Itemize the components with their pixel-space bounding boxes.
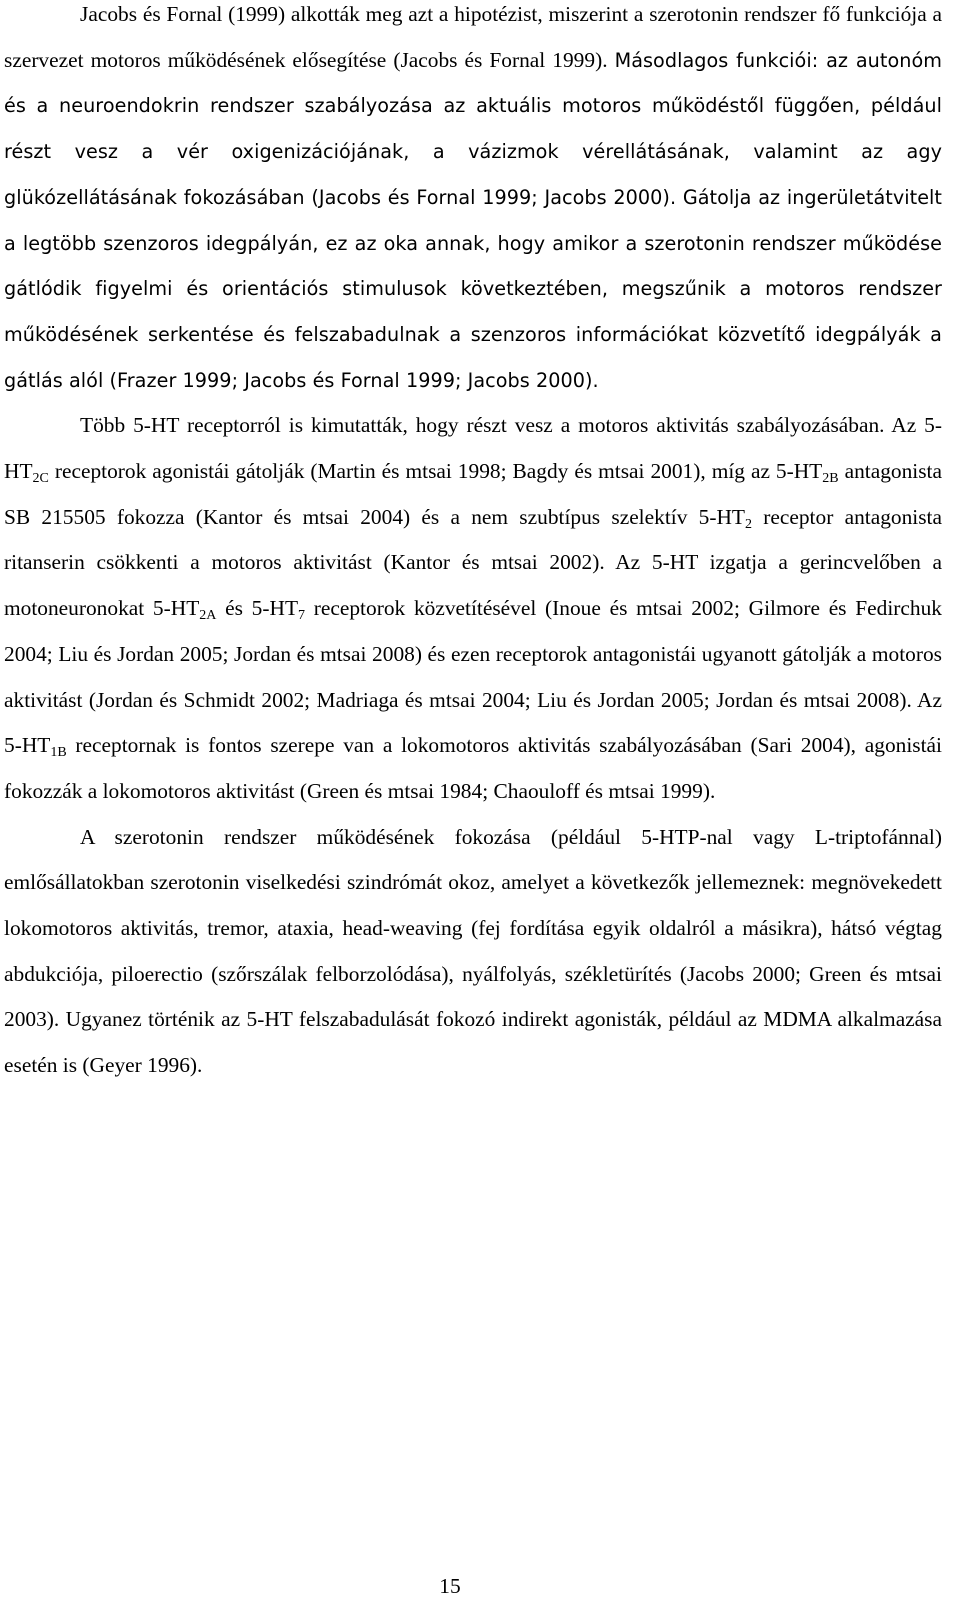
subscript-text: 2A: [199, 608, 217, 624]
text-run: A szerotonin rendszer működésének fokozása (például 5-HTP-nal vagy L-triptofánnal) emlősállatokban szerotonin viselkedési szindrómát okoz, amelyet a következők jellemeznek: megnövekedett lokomotoros aktivitás, tremor, ataxia, head-weaving (fej fordítása egyik oldalról a másikra), hátsó végtag abdukciója, piloerectio (szőrszálak felborzolódása), nyálfolyás, székletürítés (Jacobs 2000; Green és mtsai 2003). Ugyanez történik az 5-HT felszabadulását fokozó indirekt agonisták, például az MDMA alkalmazása esetén is (Geyer 1996).: [4, 824, 942, 1078]
text-run: Több 5-HT receptorról is kimutatták, hogy részt vesz a motoros aktivitás szabályozásában. Az 5-HT: [4, 413, 942, 484]
text-run: receptorok agonistái gátolják (Martin és mtsai 1998; Bagdy és mtsai 2001), míg az 5-HT: [48, 459, 823, 484]
text-run: Gátolja az ingerületátvitelt a legtöbb szenzoros idegpályán, ez az oka annak, hogy amikor a szerotonin rendszer működése gátlódik figyelmi és orientációs stimulusok következtében, megszűnik a motoros rendszer működésének serkentése és felszabadulnak a szenzoros információkat közvetítő idegpályák a gátlás alól (Frazer 1999; Jacobs és Fornal 1999; Jacobs 2000).: [4, 185, 943, 392]
text-run: és 5-HT: [216, 596, 299, 621]
text-run: Jacobs és Fornal (1999) alkották meg azt a hipotézist, miszerint a szerotonin rendszer fő funkciója a szervezet motoros működésének elősegítése (Jacobs és Fornal 1999).: [4, 2, 942, 72]
text-run: receptor antagonista ritanserin csökkenti a motoros aktivitást (Kantor és mtsai 2002). Az 5-HT izgatja a gerincvelőben a motoneuronokat 5-HT: [4, 504, 942, 621]
paragraph-3: [4, 815, 942, 1089]
text-run: Másodlagos funkciói: az autonóm és a neuroendokrin rendszer szabályozása az aktuális motoros működéstől függően, például részt vesz a vér oxigenizációjának, a vázizmok vérellátásának, valamint az agy glükózellátásának fokozásában (Jacobs és Fornal 1999; Jacobs 2000).: [4, 48, 942, 209]
paragraph-2: [4, 403, 942, 814]
subscript-text: 2B: [822, 471, 839, 487]
body-text: [4, 0, 942, 1089]
text-run: receptorok közvetítésével (Inoue és mtsai 2002; Gilmore és Fedirchuk 2004; Liu és Jordan 2005; Jordan és mtsai 2008) és ezen receptorok antagonistái ugyanott gátolják a motoros aktivitást (Jordan és Schmidt 2002; Madriaga és mtsai 2004; Liu és Jordan 2005; Jordan és mtsai 2008). Az 5-HT: [4, 596, 942, 758]
subscript-text: 2C: [32, 471, 49, 487]
text-run: receptornak is fontos szerepe van a lokomotoros aktivitás szabályozásában (Sari 2004), agonistái fokozzák a lokomotoros aktivitást (Green és mtsai 1984; Chaouloff és mtsai 1999).: [4, 733, 942, 803]
subscript-text: 2: [745, 516, 752, 532]
subscript-text: 7: [298, 608, 306, 624]
subscript-text: 1B: [50, 745, 67, 761]
text-run: antagonista SB 215505 fokozza (Kantor és mtsai 2004) és a nem szubtípus szelektív 5-HT: [4, 459, 942, 529]
paragraph-1: [4, 0, 942, 403]
page-number: 15: [439, 1574, 461, 1598]
